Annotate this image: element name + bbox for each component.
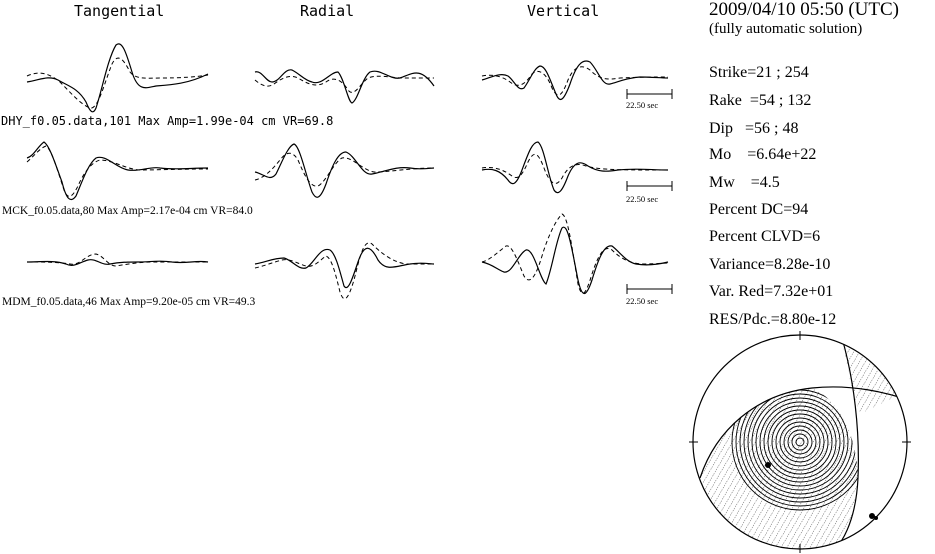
scale-label-mck: 22.50 sec: [626, 194, 659, 204]
param-var-red: Var. Red=7.32e+01: [709, 283, 834, 300]
param-percent-dc: Percent DC=94: [709, 201, 809, 218]
header-radial: Radial: [300, 2, 355, 20]
station-marker: [765, 462, 771, 468]
solution-note: (fully automatic solution): [709, 21, 863, 37]
station-info-dhy: DHY_f0.05.data,101 Max Amp=1.99e-04 cm VR=69.8: [1, 114, 334, 128]
param-rake: Rake =54 ; 132: [709, 92, 812, 109]
param-strike: Strike=21 ; 254: [709, 64, 809, 81]
param-res-pdc: RES/Pdc.=8.80e-12: [709, 311, 837, 328]
scale-label-dhy: 22.50 sec: [626, 100, 659, 110]
param-mo: Mo =6.64e+22: [709, 146, 817, 163]
param-dip: Dip =56 ; 48: [709, 120, 799, 137]
header-vertical: Vertical: [527, 2, 600, 20]
param-mw: Mw =4.5: [709, 174, 780, 191]
header-tangential: Tangential: [74, 2, 165, 20]
station-info-mdm: MDM_f0.05.data,46 Max Amp=9.20e-05 cm VR=49.3: [2, 296, 256, 308]
station-info-mck: MCK_f0.05.data,80 Max Amp=2.17e-04 cm VR=84.0: [2, 205, 253, 217]
station-marker: [874, 516, 878, 520]
compressional-sliver: [842, 340, 912, 414]
scale-label-mdm: 22.50 sec: [626, 296, 659, 306]
event-datetime: 2009/04/10 05:50 (UTC): [709, 0, 899, 20]
param-percent-clvd: Percent CLVD=6: [709, 228, 821, 245]
param-variance: Variance=8.28e-10: [709, 256, 831, 273]
